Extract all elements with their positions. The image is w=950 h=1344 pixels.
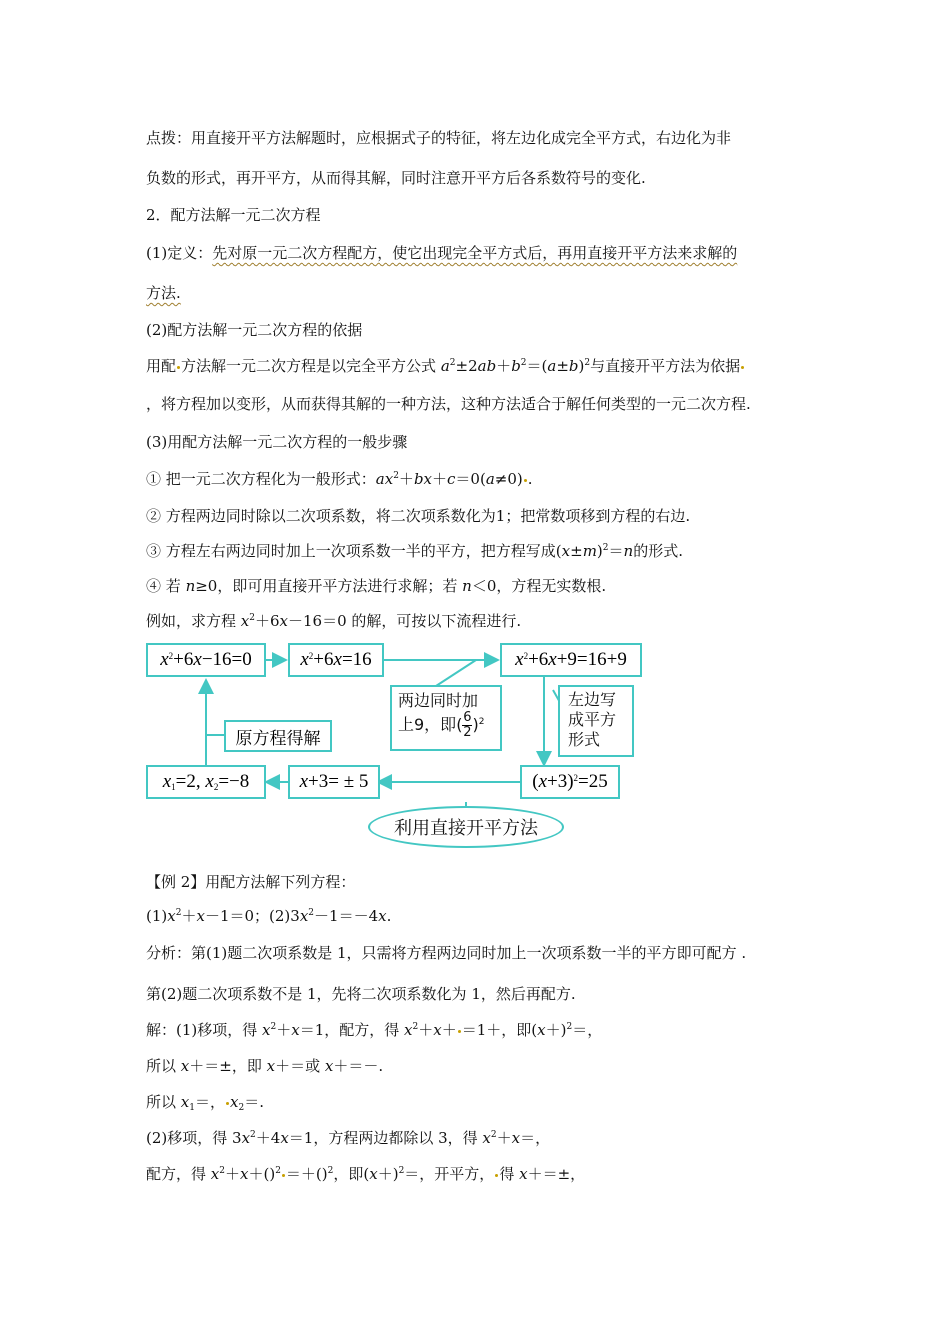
mark-dot: [741, 366, 744, 369]
mark-dot: [458, 1030, 461, 1033]
mark-dot: [226, 1102, 229, 1105]
analysis-line-2: 第(2)题二次项系数不是 1，先将二次项系数化为 1，然后再配方.: [146, 985, 576, 1003]
flowchart: [146, 640, 646, 850]
equation-box-moved: $x^2+6x=16$: [288, 643, 384, 677]
solution-line-4: (2)移项，得 $3x^2+4x=1$，方程两边都除以 3，得 $x^2+x=$，: [146, 1129, 551, 1147]
hint-line-1: 点拨：用直接开平方法解题时，应根据式子的特征，将左边化成完全平方式，右边化为非: [146, 129, 732, 147]
equation-box-solution: $x_1=2$, $x_2=-8$: [146, 765, 266, 799]
note-square-form: 左边写 成平方 形式: [558, 685, 634, 757]
solution-line-3: 所以 $x_1=$， $x_2=$.: [146, 1093, 264, 1113]
mark-dot: [524, 479, 527, 482]
step-1: ① 把一元二次方程化为一般形式：$ax^2+bx+c=0(a\ne 0)$ .: [146, 470, 533, 488]
equation-box-completed: $x^2+6x+9=16+9$: [500, 643, 642, 677]
solution-line-2: 所以 x＋＝±，即 x＋＝或 x＋＝－.: [146, 1057, 384, 1075]
definition-line-2: [146, 283, 181, 303]
example-intro: 例如，求方程 $x^2+6x-16=0$ 的解，可按以下流程进行.: [146, 612, 522, 630]
definition-label: (1)定义：: [146, 244, 213, 262]
method-ellipse: 利用直接开平方法: [368, 806, 564, 848]
definition-text: 先对原一元二次方程配方，使它出现完全平方式后，再用直接开平方法来求解的: [212, 244, 738, 262]
steps-heading: (3)用配方法解一元二次方程的一般步骤: [146, 433, 408, 451]
mark-dot: [177, 366, 180, 369]
section-heading: 2．配方法解一元二次方程: [146, 206, 321, 224]
step-2: ② 方程两边同时除以二次项系数，将二次项系数化为1；把常数项移到方程的右边.: [146, 507, 691, 525]
basis-line-1: 用配 方法解一元二次方程是以完全平方公式 $a^2\pm 2ab+b^2=(a\pm b)^2$与直接开平方法为依据: [146, 356, 745, 376]
example-2-heading: 【例 2】用配方法解下列方程：: [146, 873, 356, 891]
note-add-nine: 两边同时加 上9，即( $\frac{6}{2}$ )$^2$: [390, 685, 502, 751]
analysis-line-1: 分析：第(1)题二次项系数是 1，只需将方程两边同时加上一次项系数一半的平方即可配方 .: [146, 944, 747, 962]
solution-line-1: 解：(1)移项，得 $x^2+x=1$，配方，得 $x^2+x+ =1+$，即$(x+)^2=$，: [146, 1021, 603, 1039]
mark-dot: [282, 1174, 285, 1177]
basis-line-2: ，将方程加以变形，从而获得其解的一种方法，这种方法适合于解任何类型的一元二次方程.: [146, 395, 751, 413]
mark-dot: [495, 1174, 498, 1177]
definition-text-end: 方法.: [146, 284, 181, 302]
equation-box-square: $(x+3)^2=25$: [520, 765, 620, 799]
hint-line-2: 负数的形式，再开平方，从而得其解，同时注意开平方后各系数符号的变化.: [146, 169, 646, 187]
equation-box-root: x+3= ± 5: [288, 765, 380, 799]
step-3: ③ 方程左右两边同时加上一次项系数一半的平方，把方程写成$(x\pm m)^2=n$的形式.: [146, 542, 683, 560]
basis-heading: (2)配方法解一元二次方程的依据: [146, 321, 363, 339]
example-2-question: $(1)x^2+x-1=0$；$(2)3x^2-1=-4x$.: [146, 907, 392, 925]
solution-line-5: 配方，得 $x^2+x+()^2 =+()^2$，即$(x+)^2=$，开平方， 得 x＋＝±，: [146, 1165, 586, 1183]
label-original-solved: 原方程得解: [224, 720, 332, 752]
definition-line-1: [146, 243, 737, 263]
equation-box-original: $x^2+6x-16=0$: [146, 643, 266, 677]
step-4: ④ 若 n≥0，即可用直接开平方法进行求解；若 n＜0，方程无实数根.: [146, 577, 607, 595]
